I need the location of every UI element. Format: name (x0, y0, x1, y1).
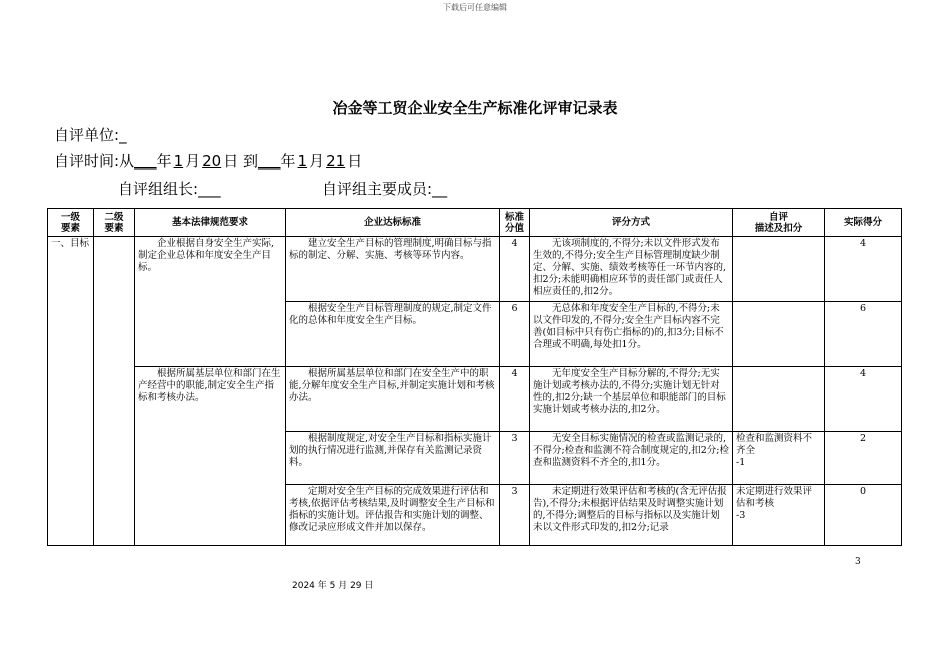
header-law: 基本法律规范要求 (135, 209, 286, 237)
leader-label: 自评组组长: (118, 180, 199, 198)
start-year: ___ (134, 152, 157, 170)
day-to: 日 到 (223, 152, 259, 170)
table-row (48, 367, 902, 432)
unit-value: _ (119, 126, 127, 144)
members-value: __ (432, 180, 448, 198)
month-char-1: 月 (185, 152, 201, 170)
header-score: 标准 分值 (500, 209, 530, 237)
actual-cell: 6 (825, 302, 902, 367)
score-cell: 4 (500, 367, 530, 432)
self-eval-time (54, 150, 362, 171)
start-day: 20 (202, 152, 222, 170)
method-cell: 未定期进行效果评估和考核的(含无评估报告),不得分;未根据评估结果及时调整实施计划的,不得分;调整后的目标与指标以及实施计划未以文件形式印发的,扣2分;记录 (530, 485, 733, 546)
method-cell: 无安全目标实施情况的检查或监测记录的,不得分;检查和监测不符合制度规定的,扣2分;检查和监测资料不齐全的,扣1分。 (530, 432, 733, 485)
level2-cell (94, 237, 135, 546)
footer-date: 2024 年 5 月 29 日 (292, 581, 374, 591)
desc-cell (733, 237, 825, 302)
score-cell: 3 (500, 485, 530, 546)
desc-cell: 未定期进行效果评估和考核 -3 (733, 485, 825, 546)
level1-cell: 一、目标 (48, 237, 94, 546)
members-label: 自评组主要成员: (322, 180, 433, 198)
unit-label: 自评单位: (54, 126, 120, 144)
actual-cell: 4 (825, 367, 902, 432)
table-row (48, 237, 902, 302)
evaluation-table (47, 208, 902, 546)
standard-cell: 根据所属基层单位和部门在安全生产中的职能,分解年度安全生产目标,并制定实施计划和考核办法。 (286, 367, 500, 432)
page-number: 3 (855, 557, 861, 567)
actual-cell: 0 (825, 485, 902, 546)
header-note: 下载后可任意编辑 (443, 3, 507, 12)
standard-cell: 建立安全生产目标的管理制度,明确目标与指标的制定、分解、实施、考核等环节内容。 (286, 237, 500, 302)
time-label: 自评时间:从 (54, 152, 135, 170)
end-month: 1 (297, 152, 308, 170)
self-eval-unit (54, 124, 127, 145)
law-cell: 企业根据自身安全生产实际,制定企业总体和年度安全生产目标。 (135, 237, 286, 367)
header-level1: 一级 要素 (48, 209, 94, 237)
header-level2: 二级 要素 (94, 209, 135, 237)
page-title: 冶金等工贸企业安全生产标准化评审记录表 (332, 99, 618, 117)
year-char-2: 年 (280, 152, 296, 170)
standard-cell: 根据安全生产目标管理制度的规定,制定文件化的总体和年度安全生产目标。 (286, 302, 500, 367)
score-cell: 3 (500, 432, 530, 485)
header-standard: 企业达标标准 (286, 209, 500, 237)
desc-cell (733, 302, 825, 367)
leader-value: ___ (198, 180, 221, 198)
month-char-2: 月 (309, 152, 325, 170)
method-cell: 无该项制度的,不得分;未以文件形式发布生效的,不得分;安全生产目标管理制度缺少制定、分解、实施、绩效考核等任一环节内容的,扣2分;未能明确相应环节的责任部门或责任人相应责任的,扣2分。 (530, 237, 733, 302)
score-cell: 6 (500, 302, 530, 367)
header-desc: 自评 描述及扣分 (733, 209, 825, 237)
method-cell: 无年度安全生产目标分解的,不得分;无实施计划或考核办法的,不得分;实施计划无针对性的,扣2分;缺一个基层单位和职能部门的目标实施计划或考核办法的,扣2分。 (530, 367, 733, 432)
score-cell: 4 (500, 237, 530, 302)
group-leader (118, 178, 221, 199)
standard-cell: 定期对安全生产目标的完成效果进行评估和考核,依据评估考核结果,及时调整安全生产目标和指标的实施计划。评估报告和实施计划的调整、修改记录应形成文件并加以保存。 (286, 485, 500, 546)
end-day: 21 (326, 152, 346, 170)
group-members (322, 178, 447, 199)
end-year: ___ (258, 152, 281, 170)
table-header-row (48, 209, 902, 237)
header-method: 评分方式 (530, 209, 733, 237)
actual-cell: 2 (825, 432, 902, 485)
year-char-1: 年 (156, 152, 172, 170)
header-actual: 实际得分 (825, 209, 902, 237)
start-month: 1 (173, 152, 184, 170)
desc-cell (733, 367, 825, 432)
method-cell: 无总体和年度安全生产目标的,不得分;未以文件印发的,不得分;安全生产目标内容不完善(如目标中只有伤亡指标的)的,扣3分;目标不合理或不明确,每处扣1分。 (530, 302, 733, 367)
actual-cell: 4 (825, 237, 902, 302)
standard-cell: 根据制度规定,对安全生产目标和指标实施计划的执行情况进行监测,并保存有关监测记录资料。 (286, 432, 500, 485)
desc-cell: 检查和监测资料不齐全 -1 (733, 432, 825, 485)
day-char-2: 日 (347, 152, 363, 170)
law-cell: 根据所属基层单位和部门在生产经营中的职能,制定安全生产指标和考核办法。 (135, 367, 286, 546)
